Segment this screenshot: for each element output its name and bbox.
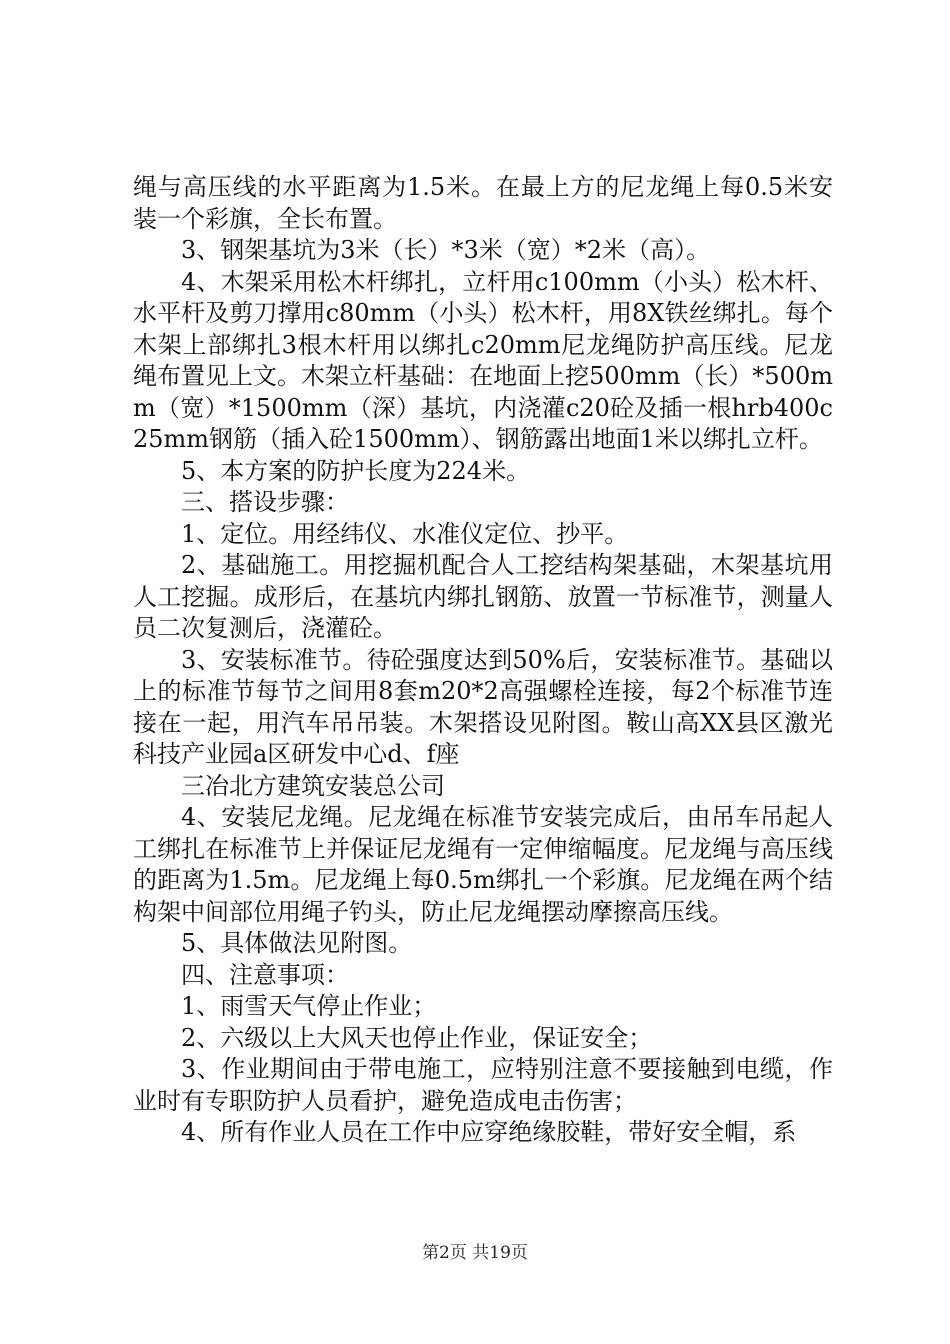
paragraph-positioning: 1、定位。用经纬仪、水准仪定位、抄平。: [181, 519, 629, 548]
paragraph-note-weather: 1、雨雪天气停止作业；: [181, 992, 437, 1020]
paragraph-foundation: 2、基础施工。用挖掘机配合人工挖结构架基础，木架基坑用人工挖掘。成形后，在基坑内绑扎钢筋、放置一节标准节，测量人员二次复测后，浇灌砼。: [133, 551, 833, 642]
paragraph-steel-pit: 3、钢架基坑为3米（长）*3米（宽）*2米（高）。: [181, 236, 711, 264]
paragraph-note-wind: 2、六级以上大风天也停止作业，保证安全；: [181, 1023, 653, 1052]
paragraph-continuation: 绳与高压线的水平距离为1.5米。在最上方的尼龙绳上每0.5米安装一个彩旗，全长布置。: [133, 173, 833, 233]
paragraph-nylon-rope: 4、安装尼龙绳。尼龙绳在标准节安装完成后，由吊车吊起人工绑扎在标准节上并保证尼龙绳有一定伸缩幅度。尼龙绳与高压线的距离为1.5m。尼龙绳上每0.5m绑扎一个彩旗。尼龙绳在两个结构架中间部位用绳子钓头，防止尼龙绳摆动摩擦高压线。: [133, 803, 833, 926]
paragraph-see-figure: 5、具体做法见附图。: [181, 929, 413, 957]
section-heading-notes: 四、注意事项：: [181, 960, 349, 989]
paragraph-note-live-work: 3、作业期间由于带电施工，应特别注意不要接触到电缆，作业时有专职防护人员看护，避免造成电击伤害；: [133, 1055, 833, 1115]
paragraph-note-ppe: 4、所有作业人员在工作中应穿绝缘胶鞋，带好安全帽，系: [181, 1118, 797, 1146]
page-footer: 第2页 共19页: [422, 1243, 528, 1263]
paragraph-company-name: 三冶北方建筑安装总公司: [181, 771, 445, 800]
section-heading-steps: 三、搭设步骤：: [181, 488, 349, 516]
paragraph-protection-length: 5、本方案的防护长度为224米。: [181, 456, 531, 485]
paragraph-wood-frame: 4、木架采用松木杆绑扎，立杆用c100mm（小头）松木杆、水平杆及剪刀撑用c80mm（小头）松木杆，用8X铁丝绑扎。每个木架上部绑扎3根木杆用以绑扎c20mm尼龙绳防护高压线。尼龙绳布置见上文。木架立杆基础：在地面上挖500mm（长）*500mm（宽）*1500mm（深）基坑，内浇灌c20砼及插一根hrb400c25mm钢筋（插入砼1500mm）、钢筋露出地面1米以绑扎立杆。: [133, 267, 833, 453]
paragraph-standard-section: 3、安装标准节。待砼强度达到50%后，安装标准节。基础以上的标准节每节之间用8套m20*2高强螺栓连接，每2个标准节连接在一起，用汽车吊吊装。木架搭设见附图。鞍山高XX县区激光科技产业园a区研发中心d、f座: [133, 645, 833, 768]
document-body: [133, 172, 833, 1149]
